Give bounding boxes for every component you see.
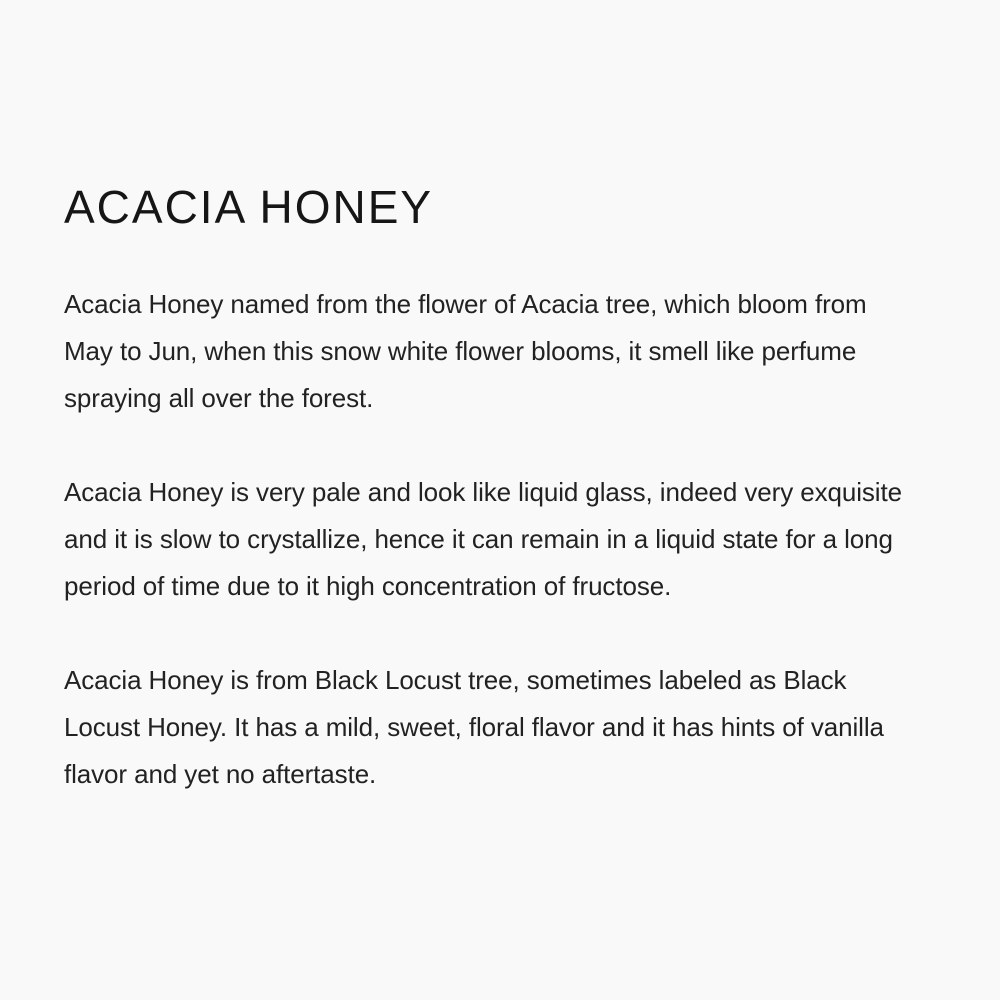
paragraph-flavor: Acacia Honey is from Black Locust tree, sometimes labeled as Black Locust Honey. It has a mild, sweet, floral flavor and it has hints of vanilla flavor and yet no aftertaste.	[64, 665, 884, 789]
paragraph-appearance: Acacia Honey is very pale and look like liquid glass, indeed very exquisite and it is slow to crystallize, hence it can remain in a liquid state for a long period of time due to it high concentration of fructose.	[64, 477, 902, 601]
article	[64, 176, 904, 798]
paragraph-intro: Acacia Honey named from the flower of Acacia tree, which bloom from May to Jun, when this snow white flower blooms, it smell like perfume spraying all over the forest.	[64, 289, 867, 413]
article-body	[64, 281, 904, 798]
page-title: ACACIA HONEY	[64, 181, 434, 233]
